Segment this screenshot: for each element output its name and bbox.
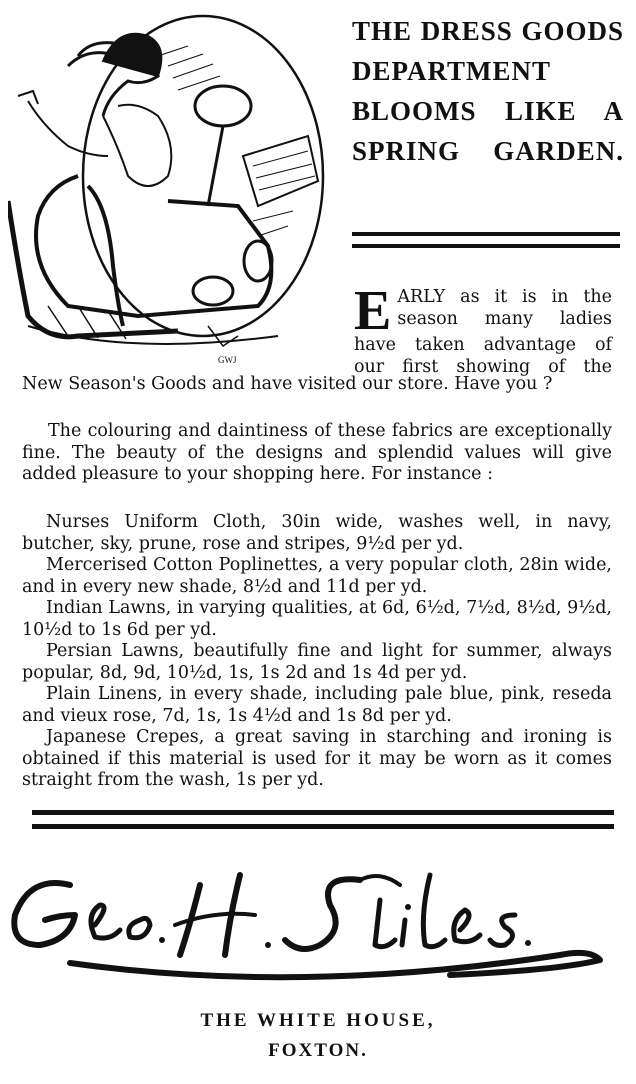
intro-text — [354, 280, 612, 378]
signature-text: Geo. H. Stiles. — [0, 845, 8, 846]
headline-rule-bottom — [352, 244, 620, 248]
signature-image — [0, 845, 636, 985]
signature-rule-top — [32, 810, 614, 815]
headline-line-4: SPRING GARDEN. — [352, 136, 624, 166]
intro-line-full: New Season's Goods and have visited our store. Have you ? — [22, 374, 553, 394]
headline — [352, 12, 624, 172]
motor-car-illustration — [8, 6, 348, 371]
list-item: Persian Lawns, beautifully fine and light for summer, always popular, 8d, 9d, 10½d, 1s, 1s 2d and 1s 4d per yd. — [22, 641, 612, 683]
list-item: Japanese Crepes, a great saving in starching and ironing is obtained if this material is used for it may be worn as it comes straight from the wash, 1s per yd. — [22, 727, 612, 790]
list-item: Mercerised Cotton Poplinettes, a very popular cloth, 28in wide, and in every new shade, 8½d and 11d per yd. — [22, 555, 612, 597]
intro-line-3: have taken advantage of — [354, 335, 612, 355]
signature-rule-bottom — [32, 824, 614, 829]
intro-line-1: ARLY as it is in the — [397, 287, 612, 307]
headline-rule-top — [352, 232, 620, 236]
intro-line-2: season many ladies — [397, 309, 612, 329]
intro-line-4: our first showing of the — [354, 357, 612, 377]
drop-cap: E — [354, 280, 392, 342]
store-town: FOXTON. — [268, 1040, 368, 1061]
illustration-initials: GWJ — [218, 355, 237, 365]
list-item: Nurses Uniform Cloth, 30in wide, washes well, in navy, butcher, sky, prune, rose and stripes, 9½d per yd. — [22, 512, 612, 554]
headline-line-3: BLOOMS LIKE A — [352, 96, 624, 126]
list-item: Indian Lawns, in varying qualities, at 6d, 6½d, 7½d, 8½d, 9½d, 10½d to 1s 6d per yd. — [22, 598, 612, 640]
headline-line-2: DEPARTMENT — [352, 56, 552, 86]
colouring-paragraph: The colouring and daintiness of these fabrics are exceptionally fine. The beauty of the designs and splendid values will give added pleasure to your shopping here. For instance : — [22, 421, 612, 484]
price-list — [22, 512, 612, 792]
headline-line-1: THE DRESS GOODS — [352, 16, 624, 46]
list-item: Plain Linens, in every shade, including pale blue, pink, reseda and vieux rose, 7d, 1s, 1s 4½d and 1s 8d per yd. — [22, 684, 612, 726]
store-name: THE WHITE HOUSE, — [200, 1010, 436, 1031]
